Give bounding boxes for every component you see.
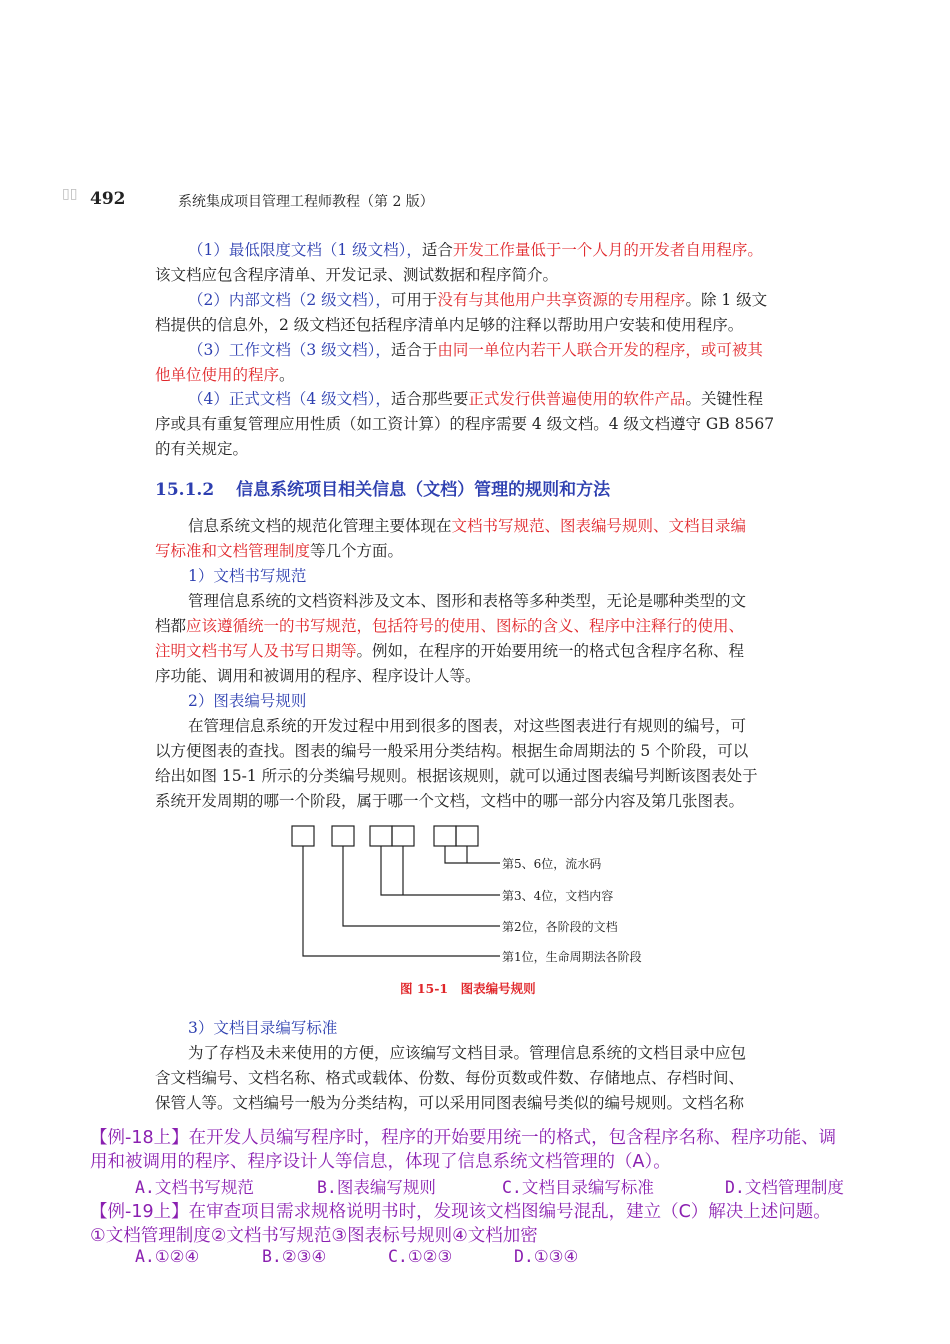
sub3-title: 3）文档目录编写标准 bbox=[188, 1019, 338, 1037]
sub2-title: 2）图表编号规则 bbox=[188, 692, 307, 710]
example19-q1: 【例-19上】在审查项目需求规格说明书时，发现该文档图编号混乱，建立（C）解决上述问题。 bbox=[90, 1202, 831, 1222]
page-number: 492 bbox=[90, 189, 126, 209]
level2-tail: 。除 1 级文 bbox=[685, 291, 768, 309]
book-title: 系统集成项目管理工程师教程（第 2 版） bbox=[178, 194, 434, 210]
level1-head: （1）最低限度文档（1 级文档）， bbox=[188, 241, 422, 259]
level4-head: （4）正式文档（4 级文档）， bbox=[188, 390, 391, 408]
level2-red: 没有与其他用户共享资源的专用程序 bbox=[437, 291, 686, 309]
figure-diagram bbox=[280, 820, 700, 970]
example19-option-a: A.①②④ bbox=[135, 1247, 200, 1266]
digit-box-1 bbox=[292, 826, 314, 846]
level2-line1 bbox=[188, 290, 767, 310]
level3-head: （3）工作文档（3 级文档）， bbox=[188, 341, 391, 359]
connector-2 bbox=[343, 846, 500, 926]
example19-option-d: D.①③④ bbox=[514, 1247, 579, 1266]
scan-mark: ▯▯ bbox=[62, 186, 78, 202]
level1-red: 开发工作量低于一个人月的开发者自用程序。 bbox=[452, 241, 763, 259]
level4-line1 bbox=[188, 389, 763, 409]
example18-q2: 用和被调用的程序、程序设计人等信息，体现了信息系统文档管理的（A）。 bbox=[90, 1152, 671, 1172]
example19-q2: ①文档管理制度②文档书写规范③图表标号规则④文档加密 bbox=[90, 1226, 538, 1246]
sub1-p3red: 注明文档书写人及书写日期等 bbox=[155, 642, 357, 660]
section-number: 15.1.2 bbox=[155, 480, 215, 500]
example18-option-c: C.文档目录编写标准 bbox=[502, 1178, 654, 1197]
sub1-p2a: 档都 bbox=[155, 617, 187, 635]
section-heading bbox=[155, 475, 610, 500]
level3-mid: 适合于 bbox=[390, 341, 438, 359]
sub1-p2 bbox=[155, 616, 744, 636]
figure-label-3: 第2位，各阶段的文档 bbox=[502, 920, 618, 934]
level4-red: 正式发行供普遍使用的软件产品 bbox=[468, 390, 686, 408]
example18-option-d: D.文档管理制度 bbox=[725, 1178, 844, 1197]
sub1-title: 1）文档书写规范 bbox=[188, 567, 307, 585]
sub2-p1: 在管理信息系统的开发过程中用到很多的图表，对这些图表进行有规则的编号，可 bbox=[188, 717, 747, 735]
intro-red2: 写标准和文档管理制度 bbox=[155, 542, 311, 560]
sub3-p2: 含文档编号、文档名称、格式或载体、份数、每份页数或件数、存储地点、存档时间、 bbox=[155, 1069, 745, 1087]
example19-option-c: C.①②③ bbox=[388, 1247, 453, 1266]
sub1-p3b: 。例如，在程序的开始要用统一的格式包含程序名称、程 bbox=[356, 642, 745, 660]
section-title: 信息系统项目相关信息（文档）管理的规则和方法 bbox=[236, 480, 611, 500]
intro-line1 bbox=[188, 516, 746, 536]
sub2-p3: 给出如图 15-1 所示的分类编号规则。根据该规则，就可以通过图表编号判断该图表处于 bbox=[155, 767, 758, 785]
sub1-p4: 序功能、调用和被调用的程序、程序设计人等。 bbox=[155, 667, 481, 685]
level2-mid: 可用于 bbox=[390, 291, 438, 309]
digit-box-3 bbox=[370, 826, 392, 846]
example19-option-b: B.②③④ bbox=[262, 1247, 327, 1266]
level2-line2: 档提供的信息外，2 级文档还包括程序清单内足够的注释以帮助用户安装和使用程序。 bbox=[155, 316, 744, 334]
level3-line2 bbox=[155, 365, 295, 385]
sub2-p2: 以方便图表的查找。图表的编号一般采用分类结构。根据生命周期法的 5 个阶段，可以 bbox=[155, 742, 749, 760]
level1-line2: 该文档应包含程序清单、开发记录、测试数据和程序简介。 bbox=[155, 266, 559, 284]
sub1-p2red: 应该遵循统一的书写规范，包括符号的使用、图标的含义、程序中注释行的使用、 bbox=[186, 617, 745, 635]
connector-5-6 bbox=[445, 846, 500, 863]
level1-mid: 适合 bbox=[421, 241, 453, 259]
level3-line1 bbox=[188, 340, 763, 360]
digit-box-4 bbox=[392, 826, 414, 846]
intro-red1: 文档书写规范、图表编号规则、文档目录编 bbox=[451, 517, 747, 535]
digit-box-5 bbox=[434, 826, 456, 846]
example18-q1: 【例-18上】在开发人员编写程序时，程序的开始要用统一的格式，包含程序名称、程序功能、调 bbox=[90, 1128, 837, 1148]
example18-option-a: A.文档书写规范 bbox=[135, 1178, 254, 1197]
digit-box-2 bbox=[332, 826, 354, 846]
figure-label-4: 第1位，生命周期法各阶段 bbox=[502, 950, 642, 964]
connector-3-4 bbox=[381, 846, 500, 895]
intro-a: 信息系统文档的规范化管理主要体现在 bbox=[188, 517, 452, 535]
figure-label-2: 第3、4位，文档内容 bbox=[502, 889, 614, 903]
level4-tail: 。关键性程 bbox=[685, 390, 763, 408]
level4-line3: 的有关规定。 bbox=[155, 440, 249, 458]
intro-line2 bbox=[155, 541, 403, 561]
digit-box-6 bbox=[456, 826, 478, 846]
sub1-p3 bbox=[155, 641, 744, 661]
level3-red: 由同一单位内若干人联合开发的程序，或可被其 bbox=[437, 341, 763, 359]
level3-red2: 他单位使用的程序 bbox=[155, 366, 280, 384]
level3-tail: 。 bbox=[279, 366, 295, 384]
level1-line1 bbox=[188, 240, 763, 260]
sub3-p1: 为了存档及未来使用的方便，应该编写文档目录。管理信息系统的文档目录中应包 bbox=[188, 1044, 747, 1062]
level2-head: （2）内部文档（2 级文档）， bbox=[188, 291, 391, 309]
level4-mid: 适合那些要 bbox=[390, 390, 469, 408]
sub1-p1: 管理信息系统的文档资料涉及文本、图形和表格等多种类型，无论是哪种类型的文 bbox=[188, 592, 747, 610]
figure-caption: 图 15-1 图表编号规则 bbox=[400, 981, 536, 996]
level4-line2: 序或具有重复管理应用性质（如工资计算）的程序需要 4 级文档。4 级文档遵守 GB 8567 bbox=[155, 415, 775, 433]
intro-b: 等几个方面。 bbox=[310, 542, 404, 560]
sub2-p4: 系统开发周期的哪一个阶段，属于哪一个文档，文档中的哪一部分内容及第几张图表。 bbox=[155, 792, 745, 810]
sub3-p3: 保管人等。文档编号一般为分类结构，可以采用同图表编号类似的编号规则。文档名称 bbox=[155, 1094, 745, 1112]
example18-option-b: B.图表编写规则 bbox=[317, 1178, 436, 1197]
figure-label-1: 第5、6位，流水码 bbox=[502, 857, 602, 871]
